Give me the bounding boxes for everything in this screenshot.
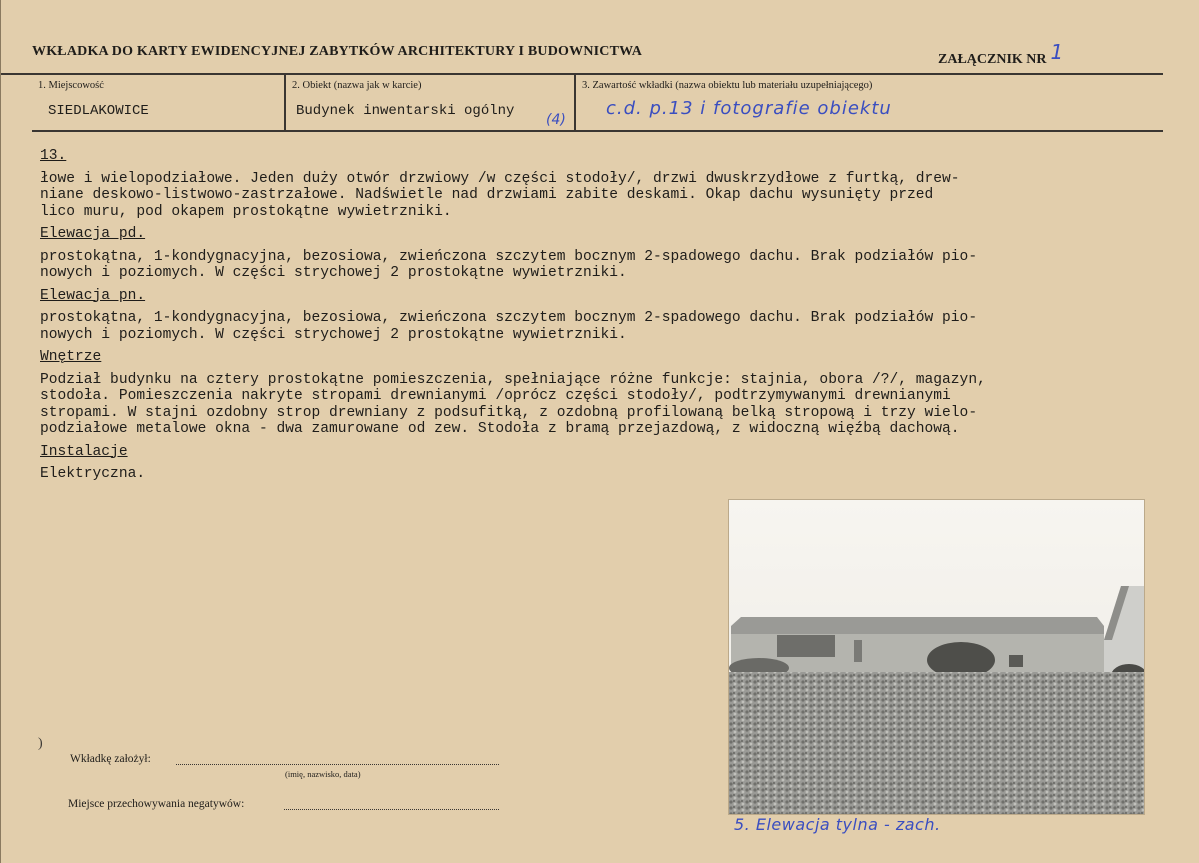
annex-number: 1 bbox=[1050, 40, 1064, 64]
founded-dotted-line bbox=[176, 764, 499, 765]
object-label: 2. Obiekt (nazwa jak w karcie) bbox=[292, 80, 422, 91]
intro-line: lico muru, pod okapem prostokątne wywietrzniki. bbox=[40, 203, 452, 220]
section-line: nowych i poziomych. W części strychowej 2 prostokątne wywietrzniki. bbox=[40, 326, 627, 343]
content-label: 3. Zawartość wkładki (nazwa obiektu lub materiału uzupełniającego) bbox=[582, 80, 873, 91]
photo-caption: 5. Elewacja tylna - zach. bbox=[734, 815, 941, 834]
founded-label: Wkładkę założył: bbox=[70, 753, 151, 765]
negatives-label: Miejsce przechowywania negatywów: bbox=[68, 798, 245, 810]
locality-value: SIEDLAKOWICE bbox=[48, 103, 149, 119]
field-divider-2 bbox=[574, 74, 576, 131]
section-line: podziałowe metalowe okna - dwa zamurowane od zew. Stodoła z bramą przejazdową, z widoczną więźbą dachową. bbox=[40, 421, 960, 437]
object-value: Budynek inwentarski ogólny bbox=[296, 103, 515, 119]
photo-image bbox=[729, 500, 1144, 814]
founded-hint: (imię, nazwisko, data) bbox=[285, 769, 361, 779]
left-border bbox=[0, 0, 1, 863]
annex-label-text: ZAŁĄCZNIK NR bbox=[938, 52, 1047, 67]
building-photo bbox=[729, 500, 1144, 814]
annex-label bbox=[938, 40, 1064, 68]
field-haze bbox=[729, 672, 1144, 814]
section-line: prostokątna, 1-kondygnacyjna, bezosiowa, zwieńczona szczytem bocznym 2-spadowego dachu. Brak podziałów pio- bbox=[40, 248, 978, 265]
negatives-dotted-line bbox=[284, 809, 499, 810]
header-title: WKŁADKA DO KARTY EWIDENCYJNEJ ZABYTKÓW ARCHITEKTURY I BUDOWNICTWA bbox=[32, 44, 643, 59]
section-line: Elektryczna. bbox=[40, 466, 146, 482]
field-divider-1 bbox=[284, 74, 286, 131]
fields-bottom-rule bbox=[32, 130, 1163, 132]
top-rule bbox=[0, 73, 1163, 75]
section-line: nowych i poziomych. W części strychowej 2 prostokątne wywietrzniki. bbox=[40, 265, 627, 281]
barn-window bbox=[1009, 655, 1023, 667]
section-line: stropami. W stajni ozdobny strop drewniany z podsufitką, z ozdobną profilowaną belką stropową i trzy wielo- bbox=[40, 404, 978, 421]
object-note: (4) bbox=[546, 112, 566, 128]
barn-roof bbox=[731, 617, 1104, 634]
section-heading-north: Elewacja pn. bbox=[40, 287, 146, 304]
intro-line: niane deskowo-listwowo-zastrzałowe. Nadświetle nad drzwiami zabite deskami. Okap dachu wysunięty przed bbox=[40, 187, 934, 203]
content-value: c.d. p.13 i fotografie obiektu bbox=[606, 98, 892, 119]
section-heading-interior: Wnętrze bbox=[40, 349, 102, 365]
section-line: stodoła. Pomieszczenia nakryte stropami drewnianymi /oprócz części stodoły/, podtrzymywanymi drewnianymi bbox=[40, 388, 951, 404]
margin-mark: ) bbox=[38, 736, 43, 751]
section-line: prostokątna, 1-kondygnacyjna, bezosiowa, zwieńczona szczytem bocznym 2-spadowego dachu. Brak podziałów pio- bbox=[40, 310, 978, 326]
intro-line: łowe i wielopodziałowe. Jeden duży otwór drzwiowy /w części stodoły/, drzwi dwuskrzydłowe z furtką, drew- bbox=[40, 170, 960, 187]
description-body bbox=[40, 148, 1160, 483]
section-line: Podział budynku na cztery prostokątne pomieszczenia, spełniające różne funkcje: stajnia, obora /?/, magazyn, bbox=[40, 371, 986, 388]
section-number: 13. bbox=[40, 148, 67, 164]
section-heading-south: Elewacja pd. bbox=[40, 226, 146, 242]
locality-label: 1. Miejscowość bbox=[38, 80, 104, 91]
barn-door bbox=[777, 635, 835, 657]
barn-pillar bbox=[854, 640, 862, 662]
section-heading-installations: Instalacje bbox=[40, 443, 128, 460]
